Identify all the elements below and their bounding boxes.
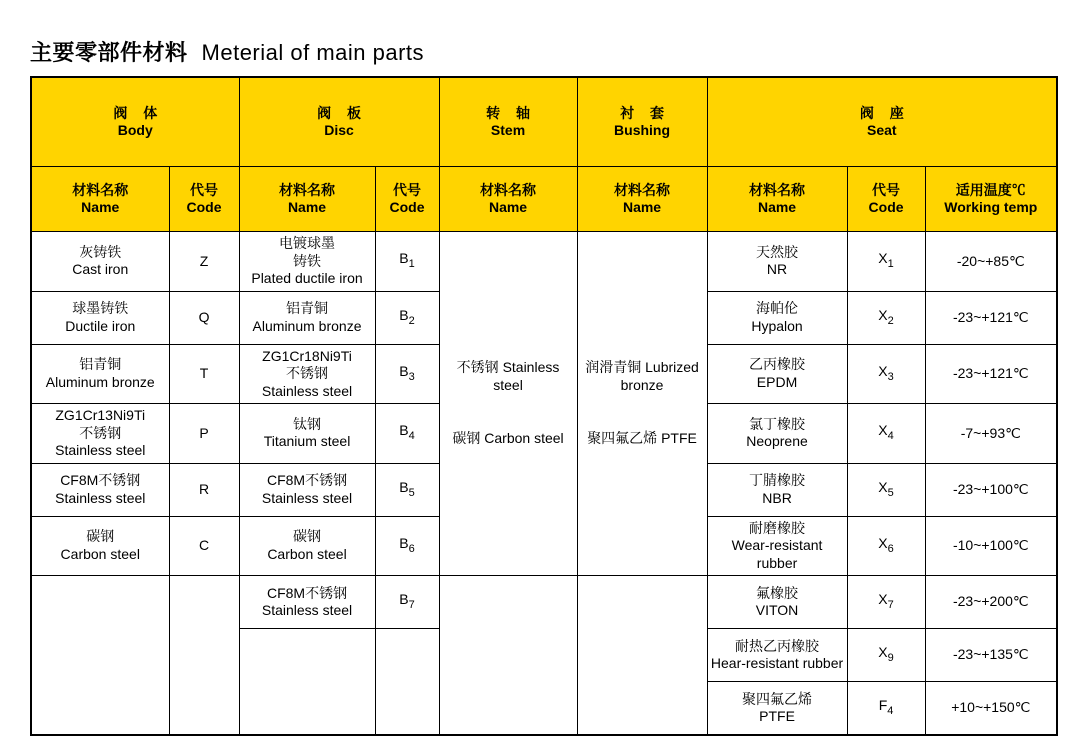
bushing-material-2-cn: 聚四氟乙烯	[587, 430, 658, 447]
stem-material-1-cn: 不锈钢	[456, 359, 499, 376]
seat-material-1-cn: 天然胶	[756, 243, 799, 260]
body-material-6-cn: 碳钢	[86, 528, 115, 545]
disc-code-5	[375, 463, 439, 516]
seat-material-6	[707, 516, 847, 576]
disc-code-3	[375, 344, 439, 404]
seat-code-5-letter: X	[878, 478, 888, 495]
seat-material-8-en: Hear-resistant rubber	[710, 655, 844, 671]
disc-code-3-letter: B	[399, 362, 409, 379]
disc-material-6	[239, 516, 375, 576]
subheader-disc-name-cn: 材料名称	[279, 181, 336, 198]
seat-material-5-en: NBR	[762, 489, 792, 506]
seat-code-4-letter: X	[878, 422, 888, 439]
disc-code-5-sub: 5	[408, 486, 415, 499]
seat-material-3-en: EPDM	[756, 373, 798, 390]
seat-material-5	[707, 463, 847, 516]
subheader-body-code	[169, 167, 239, 232]
body-code-1: Z	[169, 232, 239, 292]
seat-material-9-cn: 聚四氟乙烯	[742, 690, 813, 707]
disc-code-1-sub: 1	[408, 258, 415, 271]
stem-material-2	[442, 412, 575, 466]
disc-material-7-cn: CF8M不锈钢	[266, 584, 348, 601]
seat-code-3	[847, 344, 925, 404]
disc-material-4-cn: 钛钢	[293, 415, 322, 432]
group-header-body	[31, 77, 239, 167]
subheader-working-temp	[925, 167, 1057, 232]
disc-material-4	[239, 404, 375, 464]
seat-material-5-cn: 丁腈橡胶	[749, 472, 806, 488]
seat-code-7	[847, 576, 925, 629]
seat-material-6-en: Wear-resistant rubber	[731, 537, 823, 571]
body-code-3: T	[169, 344, 239, 404]
disc-code-3-sub: 3	[408, 370, 415, 383]
bushing-material-2-en: PTFE	[661, 430, 697, 447]
seat-code-5-sub: 5	[887, 486, 894, 499]
seat-code-6-sub: 6	[887, 542, 894, 555]
body-material-4-cn1: ZG1Cr13Ni9Ti	[55, 407, 146, 423]
seat-code-9-sub: 4	[887, 705, 894, 718]
seat-material-2-cn: 海帕伦	[756, 300, 799, 316]
body-material-2	[31, 291, 169, 344]
seat-material-3	[707, 344, 847, 404]
stem-empty-cell	[439, 576, 577, 736]
subheader-disc-name-en: Name	[287, 199, 327, 215]
seat-code-9-letter: F	[878, 697, 888, 714]
seat-code-6	[847, 516, 925, 576]
body-code-5: R	[169, 463, 239, 516]
disc-empty-cell	[239, 629, 375, 736]
subheader-disc-name	[239, 167, 375, 232]
seat-material-7-en: VITON	[755, 602, 799, 618]
disc-material-4-en: Titanium steel	[263, 433, 351, 450]
subheader-bushing-name-cn: 材料名称	[614, 181, 671, 198]
disc-material-7	[239, 576, 375, 629]
disc-code-7-letter: B	[399, 591, 409, 608]
disc-material-3-cn1: ZG1Cr18Ni9Ti	[262, 347, 352, 364]
seat-material-2	[707, 291, 847, 344]
table-subheader-row	[31, 167, 1057, 232]
group-header-bushing-en: Bushing	[614, 122, 671, 138]
disc-material-3	[239, 344, 375, 404]
subheader-disc-code-en: Code	[389, 199, 425, 215]
disc-code-2-sub: 2	[408, 314, 415, 327]
disc-material-1-cn1: 电镀球墨	[279, 235, 336, 251]
stem-material-1-en: Stainless steel	[493, 359, 560, 393]
body-material-4-cn2: 不锈钢	[79, 424, 122, 441]
subheader-disc-code	[375, 167, 439, 232]
body-code-2: Q	[169, 291, 239, 344]
subheader-body-code-cn: 代号	[190, 181, 218, 198]
disc-material-2-en: Aluminum bronze	[252, 317, 362, 334]
material-table	[30, 76, 1058, 736]
seat-material-7-cn: 氟橡胶	[756, 584, 799, 601]
seat-code-3-letter: X	[878, 362, 888, 379]
page-title-cn: 主要零部件材料	[30, 40, 188, 65]
subheader-stem-name	[439, 167, 577, 232]
bushing-material-1-en: Lubrized bronze	[620, 359, 699, 393]
seat-code-7-letter: X	[878, 591, 888, 608]
seat-temp-8: -23~+135℃	[925, 629, 1057, 682]
disc-material-1-en: Plated ductile iron	[251, 270, 363, 286]
disc-material-3-cn2: 不锈钢	[286, 365, 329, 381]
group-header-stem	[439, 77, 577, 167]
seat-code-6-letter: X	[878, 534, 888, 551]
seat-material-8-cn: 耐热乙丙橡胶	[735, 637, 820, 654]
body-code-6: C	[169, 516, 239, 576]
group-header-stem-en: Stem	[490, 122, 526, 138]
subheader-working-temp-en: Working temp	[944, 199, 1038, 215]
body-material-1	[31, 232, 169, 292]
disc-material-3-en: Stainless steel	[261, 382, 353, 399]
stem-material	[439, 232, 577, 576]
group-header-seat-cn: 阀 座	[859, 104, 910, 121]
page-title-en: Meterial of main parts	[201, 40, 425, 65]
disc-code-5-letter: B	[399, 478, 409, 495]
group-header-seat-en: Seat	[867, 122, 897, 138]
seat-code-5	[847, 463, 925, 516]
seat-temp-6: -10~+100℃	[925, 516, 1057, 576]
body-material-4	[31, 404, 169, 464]
seat-code-8	[847, 629, 925, 682]
body-material-3-en: Aluminum bronze	[45, 373, 155, 390]
seat-material-1-en: NR	[766, 261, 788, 278]
bushing-empty-cell	[577, 576, 707, 736]
body-material-1-en: Cast iron	[72, 261, 129, 278]
body-material-2-en: Ductile iron	[65, 317, 136, 334]
disc-code-2-letter: B	[399, 306, 409, 323]
seat-temp-5: -23~+100℃	[925, 463, 1057, 516]
seat-temp-9: +10~+150℃	[925, 682, 1057, 736]
body-material-3-cn: 铝青铜	[79, 356, 122, 373]
disc-material-2-cn: 铝青铜	[286, 300, 329, 316]
seat-code-2-sub: 2	[887, 314, 894, 327]
seat-code-1	[847, 232, 925, 292]
seat-material-8	[707, 629, 847, 682]
group-header-body-en: Body	[117, 122, 153, 138]
seat-material-7	[707, 576, 847, 629]
subheader-seat-code-cn: 代号	[872, 181, 901, 198]
subheader-seat-name-en: Name	[757, 199, 797, 215]
body-material-3	[31, 344, 169, 404]
table-row	[31, 576, 1057, 629]
subheader-seat-name	[707, 167, 847, 232]
seat-material-3-cn: 乙丙橡胶	[749, 356, 806, 373]
group-header-disc-cn: 阀 板	[317, 104, 367, 121]
disc-material-5-cn: CF8M不锈钢	[266, 472, 348, 488]
body-empty-cell	[31, 576, 169, 736]
seat-material-9	[707, 682, 847, 736]
subheader-bushing-name	[577, 167, 707, 232]
seat-material-6-cn: 耐磨橡胶	[749, 519, 806, 536]
seat-material-4-en: Neoprene	[746, 433, 808, 450]
disc-material-1	[239, 232, 375, 292]
disc-code-7-sub: 7	[408, 599, 415, 612]
seat-code-1-sub: 1	[887, 258, 894, 271]
bushing-material-1	[580, 341, 705, 412]
seat-temp-2: -23~+121℃	[925, 291, 1057, 344]
subheader-stem-name-cn: 材料名称	[480, 181, 537, 198]
table-group-header-row	[31, 77, 1057, 167]
subheader-disc-code-cn: 代号	[393, 181, 422, 198]
disc-code-6-letter: B	[399, 534, 409, 551]
group-header-bushing	[577, 77, 707, 167]
disc-code-6	[375, 516, 439, 576]
page-title	[30, 36, 424, 67]
disc-code-1	[375, 232, 439, 292]
disc-code-6-sub: 6	[408, 542, 415, 555]
seat-code-8-letter: X	[878, 644, 888, 661]
disc-material-6-en: Carbon steel	[267, 545, 347, 562]
group-header-stem-cn: 转 轴	[486, 104, 536, 121]
seat-material-9-en: PTFE	[759, 708, 795, 724]
subheader-bushing-name-en: Name	[622, 199, 662, 215]
subheader-body-code-en: Code	[186, 199, 222, 215]
stem-material-2-cn: 碳钢	[452, 430, 481, 447]
disc-code-4-sub: 4	[408, 430, 415, 443]
stem-material-2-en: Carbon steel	[484, 430, 564, 447]
subheader-body-name-cn: 材料名称	[72, 181, 129, 198]
seat-code-4-sub: 4	[887, 430, 894, 443]
disc-code-4	[375, 404, 439, 464]
seat-temp-7: -23~+200℃	[925, 576, 1057, 629]
group-header-bushing-cn: 衬 套	[620, 104, 670, 121]
subheader-body-name-en: Name	[81, 199, 120, 215]
seat-code-8-sub: 9	[887, 652, 894, 665]
seat-temp-3: -23~+121℃	[925, 344, 1057, 404]
group-header-body-cn: 阀 体	[113, 104, 164, 121]
seat-code-4	[847, 404, 925, 464]
disc-material-2	[239, 291, 375, 344]
seat-code-7-sub: 7	[887, 599, 894, 612]
subheader-stem-name-en: Name	[488, 199, 528, 215]
body-material-6-en: Carbon steel	[60, 545, 140, 562]
stem-material-1	[442, 341, 575, 412]
disc-code-empty-cell	[375, 629, 439, 736]
seat-code-2	[847, 291, 925, 344]
seat-material-4	[707, 404, 847, 464]
disc-material-6-cn: 碳钢	[293, 528, 322, 545]
group-header-disc-en: Disc	[324, 122, 354, 138]
seat-temp-1: -20~+85℃	[925, 232, 1057, 292]
bushing-material-1-cn: 润滑青铜	[585, 359, 642, 376]
disc-code-2	[375, 291, 439, 344]
body-code-4: P	[169, 404, 239, 464]
disc-code-1-letter: B	[399, 250, 409, 267]
disc-code-7	[375, 576, 439, 629]
group-header-seat	[707, 77, 1057, 167]
subheader-working-temp-cn: 适用温度℃	[955, 181, 1026, 198]
body-material-6	[31, 516, 169, 576]
group-header-disc	[239, 77, 439, 167]
subheader-seat-code-en: Code	[868, 199, 904, 215]
subheader-seat-name-cn: 材料名称	[749, 181, 806, 198]
seat-temp-4: -7~+93℃	[925, 404, 1057, 464]
table-row	[31, 232, 1057, 292]
seat-material-4-cn: 氯丁橡胶	[749, 415, 806, 432]
body-material-5-cn: CF8M不锈钢	[60, 472, 141, 488]
body-code-empty-cell	[169, 576, 239, 736]
body-material-1-cn: 灰铸铁	[79, 243, 122, 260]
seat-material-1	[707, 232, 847, 292]
disc-material-5	[239, 463, 375, 516]
body-material-5-en: Stainless steel	[55, 489, 146, 506]
subheader-seat-code	[847, 167, 925, 232]
seat-code-3-sub: 3	[887, 370, 894, 383]
bushing-material	[577, 232, 707, 576]
disc-material-5-en: Stainless steel	[261, 489, 353, 506]
body-material-4-en: Stainless steel	[55, 442, 146, 458]
seat-material-2-en: Hypalon	[751, 317, 803, 334]
disc-material-1-cn2: 铸铁	[293, 252, 322, 269]
seat-code-1-letter: X	[878, 250, 888, 267]
body-material-5	[31, 463, 169, 516]
body-material-2-cn: 球墨铸铁	[72, 300, 129, 316]
disc-material-7-en: Stainless steel	[261, 602, 353, 618]
subheader-body-name	[31, 167, 169, 232]
disc-code-4-letter: B	[399, 422, 409, 439]
seat-code-2-letter: X	[878, 306, 888, 323]
seat-code-9	[847, 682, 925, 736]
bushing-material-2	[580, 412, 705, 466]
